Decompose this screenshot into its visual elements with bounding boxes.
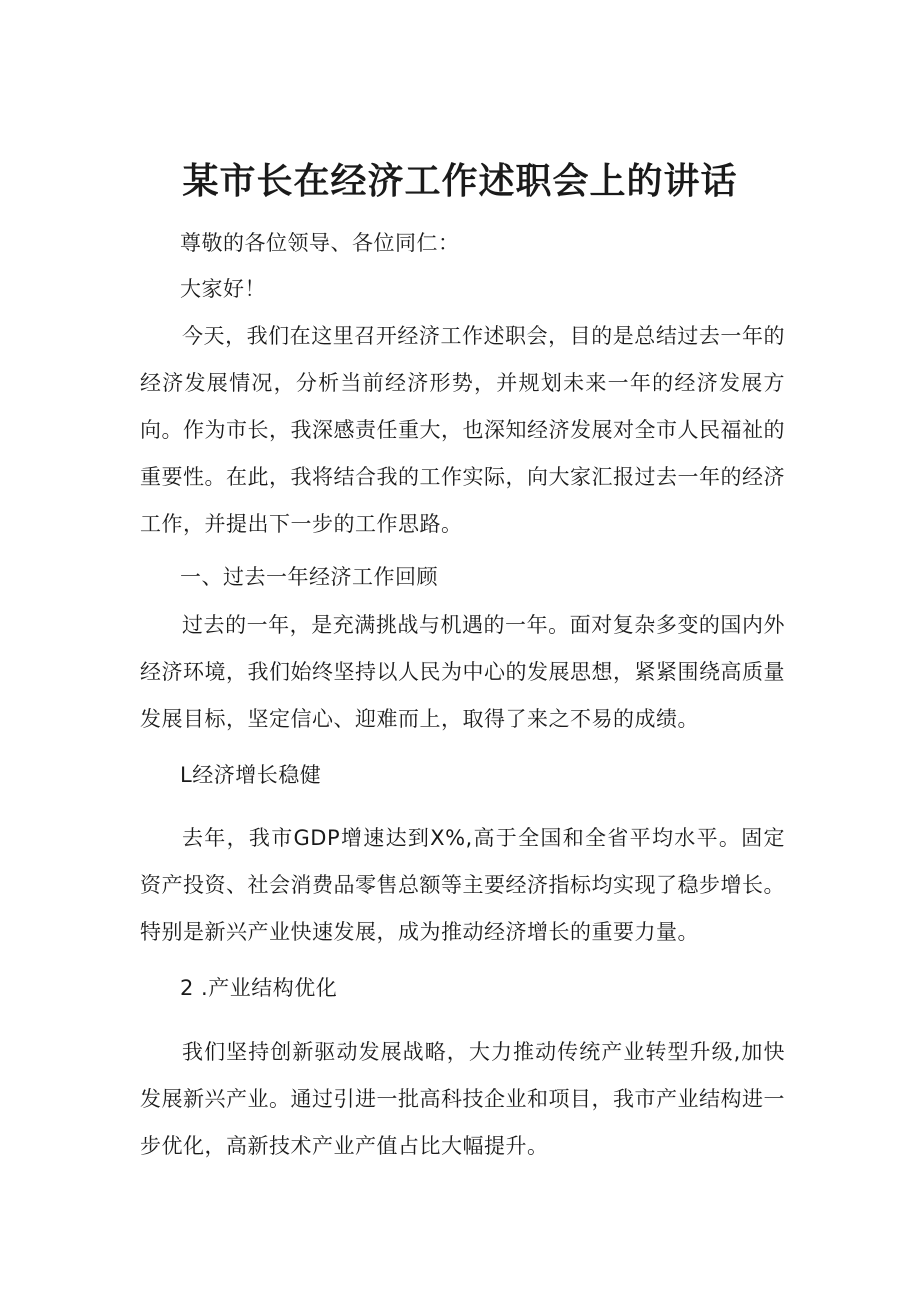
section-heading: 一、过去一年经济工作回顾 [180, 565, 438, 589]
item-paragraph: 我们坚持创新驱动发展战略，大力推动传统产业转型升级,加快发展新兴产业。通过引进一批高科技企业和项目，我市产业结构进一步优化，高新技术产业产值占比大幅提升。 [140, 1040, 785, 1158]
item-heading: 2 .产业结构优化 [180, 976, 338, 1000]
item-paragraph: 去年，我市GDP增速达到X%,高于全国和全省平均水平。固定资产投资、社会消费品零售总额等主要经济指标均实现了稳步增长。特别是新兴产业快速发展，成为推动经济增长的重要力量。 [140, 826, 785, 944]
intro-paragraph: 今天，我们在这里召开经济工作述职会，目的是总结过去一年的经济发展情况，分析当前经济形势，并规划未来一年的经济发展方向。作为市长，我深感责任重大，也深知经济发展对全市人民福祉的重要性。在此，我将结合我的工作实际，向大家汇报过去一年的经济工作，并提出下一步的工作思路。 [140, 324, 785, 536]
document-title: 某市长在经济工作述职会上的讲话 [182, 161, 738, 202]
item-heading: L经济增长稳健 [180, 763, 322, 787]
salutation: 尊敬的各位领导、各位同仁： [180, 231, 460, 255]
greeting: 大家好！ [180, 277, 266, 301]
section-paragraph: 过去的一年，是充满挑战与机遇的一年。面对复杂多变的国内外经济环境，我们始终坚持以人民为中心的发展思想，紧紧围绕高质量发展目标，坚定信心、迎难而上，取得了来之不易的成绩。 [140, 613, 785, 731]
